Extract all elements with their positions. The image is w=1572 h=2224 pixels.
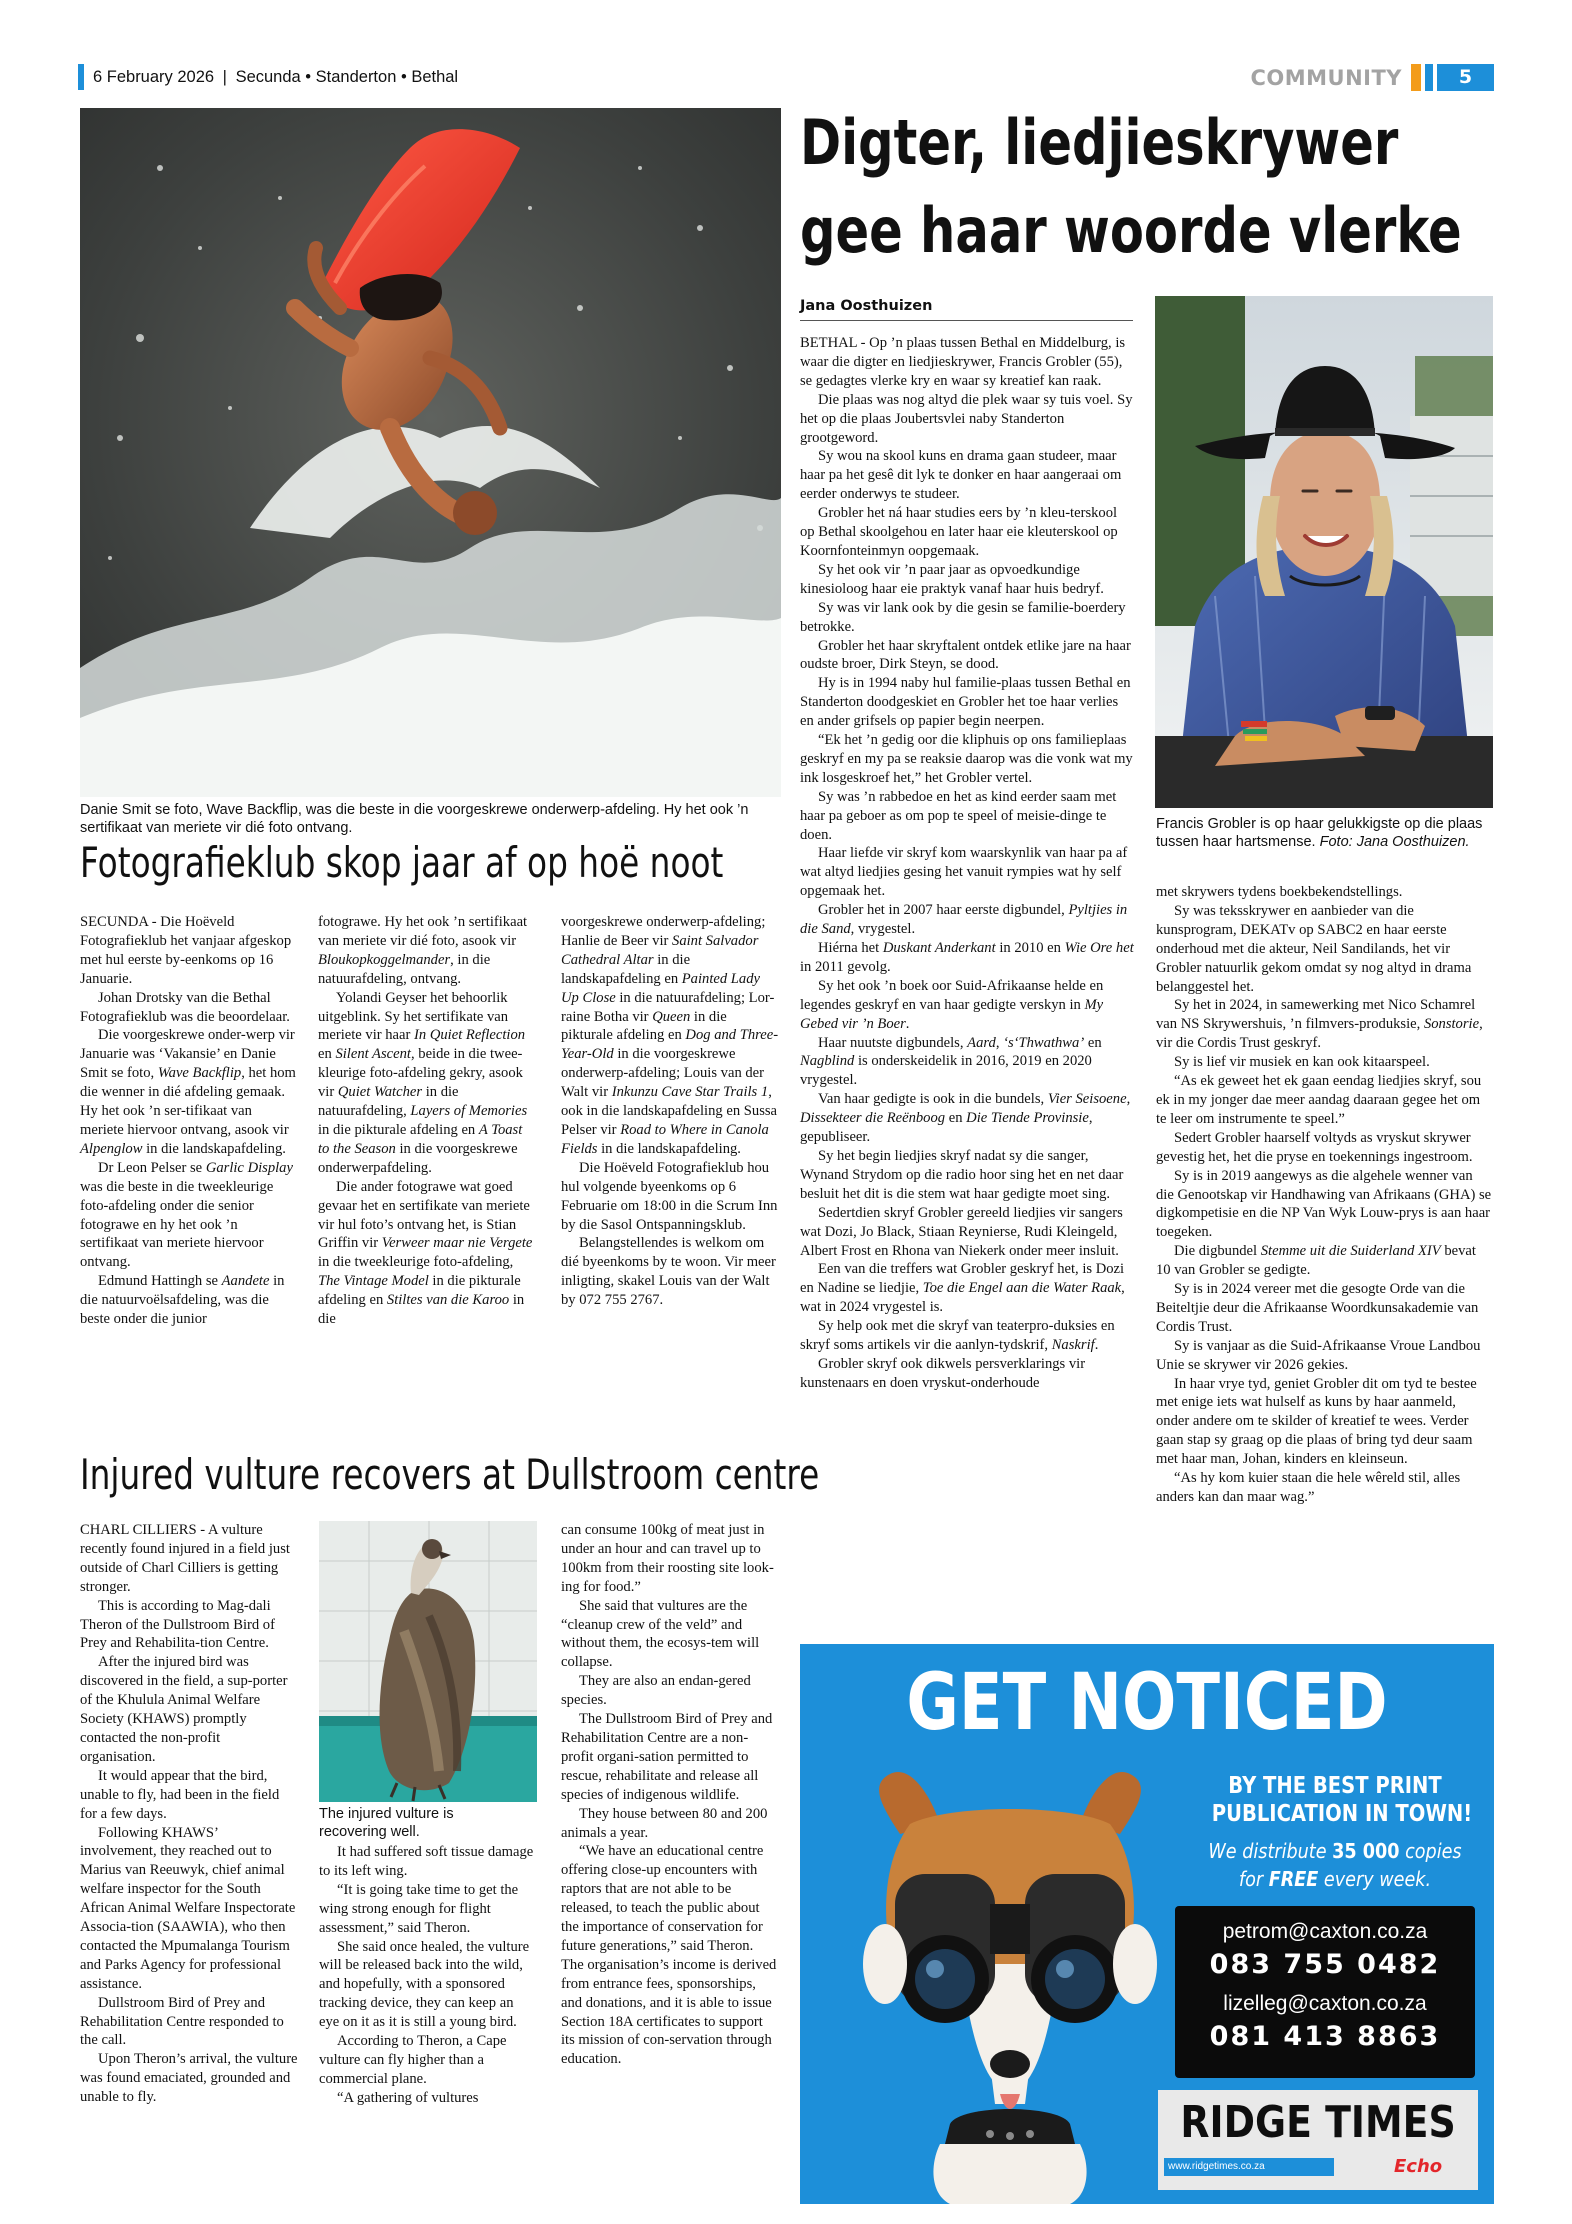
paragraph: She said that vultures are the “cleanup crew of the veld” and without them, the ecosys-tem will collapse. <box>561 1597 760 1671</box>
paragraph: Johan Drotsky van die Bethal Fotografieklub was die beoordelaar. <box>80 989 290 1025</box>
paragraph: They are also an endan-gered species. <box>561 1673 751 1709</box>
byline-rule <box>800 320 1133 321</box>
paragraph: Upon Theron’s arrival, the vulture was found emaciated, grounded and unable to fly. <box>80 2051 298 2106</box>
page-number: 5 <box>1458 66 1473 88</box>
vulture-photo-caption: The injured vulture is recovering well. <box>319 1806 454 1840</box>
paragraph: Sy is in 2019 aangewys as die algehele wenner van die Genootskap vir Handhawing van Afrikaans (GHA) se digkompetisie en die NP Van Wyk Louw-prys is aan haar toegeken. <box>1156 1167 1492 1241</box>
vulture-headline: Injured vulture recovers at Dullstroom centre <box>80 1450 820 1499</box>
header-separator: | <box>222 68 227 86</box>
issue-date: 6 February 2026 <box>93 68 215 86</box>
poet-column-1 <box>800 334 1135 1393</box>
header-date-line <box>93 65 458 89</box>
paragraph: Edmund Hattingh se Aandete in die natuurvoëlsafdeling, was die beste onder die junior <box>80 1273 285 1328</box>
advert-distribution-line-2 <box>1207 1866 1462 1892</box>
issue-region: Secunda • Standerton • Bethal <box>235 68 459 86</box>
advert-distribution-line-1 <box>1207 1838 1462 1864</box>
section-orange-block <box>1411 64 1421 91</box>
paragraph: Die Hoëveld Fotografieklub hou hul volgende byeenkoms op 6 Februarie om 18:00 in die Scrum Inn by die Sasol Ontspanningsklub. <box>561 1159 778 1233</box>
paragraph: Sy is in 2024 vereer met die gesogte Orde van die Beiteltjie deur die Afrikaanse Woordkunsakademie van Cordis Trust. <box>1156 1281 1479 1335</box>
advert-subtitle-line-1: BY THE BEST PRINT <box>1228 1773 1442 1799</box>
poet-portrait-photo <box>1155 296 1493 808</box>
surfer-photo-image <box>80 108 781 797</box>
paragraph: Sy wou na skool kuns en drama gaan studeer, maar haar pa het gesê dit lyk te donker en haar aangeraai om eerder onderwys te studeer. <box>800 448 1122 503</box>
poet-caption-credit: Foto: Jana Oosthuizen. <box>1319 834 1470 850</box>
paragraph: Sy het in 2024, in samewerking met Nico Schamrel van NS Skrywershuis, ’n filmvers-produksie, Sonstorie, vir die Cordis Trust geskryf. <box>1156 997 1483 1052</box>
vulture-column-3 <box>561 1521 779 2069</box>
paragraph: Grobler het ná haar studies eers by ’n kleu-terskool op Bethal skoolgehou en later haar eie kleuterskool op Koornfonteinmyn oopgemaak. <box>800 505 1118 559</box>
paragraph: CHARL CILLIERS - A vulture recently found injured in a field just outside of Charl Cilliers is getting stronger. <box>80 1522 290 1595</box>
distribution-text: copies <box>1399 1839 1462 1863</box>
advert-subtitle-line-2: PUBLICATION IN TOWN! <box>1211 1801 1473 1827</box>
paragraph: Sy het ook ’n boek oor Suid-Afrikaanse helde en legendes geskryf en van haar gedigte verskyn in My Gebed vir ’n Boer. <box>800 977 1104 1032</box>
paragraph: met skrywers tydens boekbekendstellings. <box>1156 884 1403 900</box>
paragraph: Sy help ook met die skryf van teaterpro-duksies en skryf soms artikels vir die aanlyn-tydskrif, Naskrif. <box>800 1318 1115 1354</box>
paragraph: Sy is vanjaar as die Suid-Afrikaanse Vroue Landbou Unie se skrywer vir 2026 gekies. <box>1156 1337 1481 1373</box>
distribution-copies-count: 35 000 <box>1332 1839 1400 1863</box>
distribution-text: every week. <box>1318 1867 1432 1891</box>
paragraph: Grobler het in 2007 haar eerste digbundel, Pyltjies in die Sand, vrygestel. <box>800 902 1128 938</box>
paragraph: She said once healed, the vulture will be released back into the wild, and hopefully, with a sponsored tracking device, they can keep an eye on it as it is still a young bird. <box>319 1938 530 2031</box>
page-number-box <box>1437 64 1494 91</box>
paragraph: Van haar gedigte is ook in die bundels, Vier Seisoene, Dissekteer die Reënboog en Die Tiende Provinsie, gepubliseer. <box>800 1091 1131 1146</box>
paragraph: SECUNDA - Die Hoëveld Fotografieklub het vanjaar afgeskop met hul eerste by-eenkoms op 16 Januarie. <box>80 914 292 987</box>
website-link[interactable]: www.ridgetimes.co.za <box>1168 2161 1265 2172</box>
paragraph: Die ander fotograwe wat goed gevaar het en sertifikate van meriete vir hul foto’s ontvang het, is Stian Griffin vir Verweer maar nie Vergete in die tweekleurige foto-afdeling, The Vintage Model in die pikturale afdeling en Stiltes van die Karoo in die <box>318 1178 533 1328</box>
paragraph: Following KHAWS’ involvement, they reached out to Marius van Reeuwyk, chief animal welfare inspector for the South African Animal Welfare Inspectorate Associa-tion (SAAWIA), who then contacted the Mpumalanga Tourism and Parks Agency for professional assistance. <box>80 1824 296 1992</box>
paragraph: Sy was teksskrywer en aanbieder van die kunsprogram, DEKATv op SABC2 en haar eerste onderhoud met die akteur, Neil Sandilands, het vir Grobler natuurlik gekom omdat sy nog altyd in drama belanggestel het. <box>1156 902 1472 995</box>
distribution-free: FREE <box>1268 1867 1319 1891</box>
vulture-photo <box>319 1521 537 1802</box>
photo-club-column-3 <box>561 913 779 1310</box>
poet-column-2 <box>1156 883 1492 1507</box>
paragraph: Hy is in 1994 naby hul familie-plaas tussen Bethal en Standerton doodgeskiet en Grobler het toe haar verlies en ander grifsels op papier begin neerpen. <box>800 675 1131 730</box>
paragraph: After the injured bird was discovered in the field, a sup-porter of the Khulula Animal Welfare Society (KHAWS) promptly contacted the non-profit organisation. <box>80 1654 288 1765</box>
paragraph: Sy het ook vir ’n paar jaar as opvoedkundige kinesioloog haar eie praktyk vanaf haar huis bedryf. <box>800 561 1104 597</box>
paragraph: “It is going take time to get the wing strong enough for flight assessment,” said Theron. <box>319 1881 519 1936</box>
paragraph: BETHAL - Op ’n plaas tussen Bethal en Middelburg, is waar die digter en liedjieskrywer, Francis Grobler (55), se gedagtes vlerke kry en waar sy kreatief kan raak. <box>800 335 1126 389</box>
paragraph: Die digbundel Stemme uit die Suiderland XIV bevat 10 van Grobler se gedigte. <box>1156 1243 1476 1279</box>
vulture-column-2 <box>319 1843 537 2108</box>
echo-logo: Echo <box>1394 2156 1443 2177</box>
paragraph: Die voorgeskrewe onder-werp vir Januarie was ‘Vakansie’ en Danie Smit se foto, Wave Backflip, het hom die wenner in dié afdeling gemaak. Hy het ook ’n ser-tifikaat van meriete hiervoor ontvang, asook vir Alpenglow in die landskapafdeling. <box>80 1027 296 1157</box>
paragraph: Sy was ’n rabbedoe en het as kind eerder saam met haar pa geboer as om pop te speel of meisie-dinge te doen. <box>800 788 1117 843</box>
paragraph: Dullstroom Bird of Prey and Rehabilitation Centre responded to the call. <box>80 1994 284 2049</box>
photo-club-headline: Fotografieklub skop jaar af op hoë noot <box>80 838 724 887</box>
paragraph: Sedertdien skryf Grobler gereeld liedjies vir sangers wat Dozi, Jo Black, Stiaan Reynierse, Rudi Kleingeld, Albert Frost en Rhona van Niekerk onder meer insluit. <box>800 1204 1123 1259</box>
paragraph: It would appear that the bird, unable to fly, had been in the field for a few days. <box>80 1767 280 1822</box>
poet-byline: Jana Oosthuizen <box>800 298 933 314</box>
vulture-column-1 <box>80 1521 298 2107</box>
photo-club-column-1 <box>80 913 298 1329</box>
paragraph: This is according to Mag-dali Theron of the Dullstroom Bird of Prey and Rehabilita-tion Centre. <box>80 1597 275 1652</box>
website-bar <box>1164 2158 1334 2176</box>
paragraph: Sy het begin liedjies skryf nadat sy die sanger, Wynand Strydom op die radio hoor sing het en net daar besluit het dit is die stem wat haar gedigte moet sing. <box>800 1147 1124 1202</box>
paragraph: Sy is lief vir musiek en kan ook kitaarspeel. <box>1174 1054 1430 1071</box>
contact-phone-1: 083 755 0482 <box>1209 1949 1441 1980</box>
paragraph: Grobler het haar skryftalent ontdek etlike jare na haar oudste broer, Dirk Steyn, se dood. <box>800 637 1131 673</box>
paragraph: “As ek geweet het ek gaan eendag liedjies skryf, sou ek in my jonger dae meer aandag daaraan gegee het om te leer om instrumente te speel.” <box>1156 1073 1482 1127</box>
advert-box <box>800 1644 1494 2204</box>
section-label: COMMUNITY <box>1250 66 1402 90</box>
poet-portrait-image <box>1155 296 1493 808</box>
paragraph: They house between 80 and 200 animals a year. <box>561 1805 768 1841</box>
poet-headline-line-1: Digter, liedjieskrywer <box>800 106 1399 179</box>
paragraph: “A gathering of vultures <box>337 2089 479 2106</box>
dog-binoculars-illustration <box>840 1764 1180 2204</box>
paragraph: “As hy kom kuier staan die hele wêreld stil, alles anders kan dan maar wag.” <box>1156 1470 1461 1505</box>
paragraph: In haar vrye tyd, geniet Grobler dit om tyd te bestee met enige iets wat hulself as kuns by haar aanmeld, onder andere om te skilder of kreatief te wees. Verder gaan stap sy graag op die plaas of bring tyd deur saam met haar man, Johan, kinders en kleinseun. <box>1156 1375 1477 1468</box>
paragraph: Sy was vir lank ook by die gesin se familie-boerdery betrokke. <box>800 599 1126 635</box>
photo-club-column-2 <box>318 913 534 1329</box>
contact-email-2: lizelleg@caxton.co.za <box>1223 1992 1427 2015</box>
paragraph: Yolandi Geyser het behoorlik uitgeblink. Sy het sertifikate van meriete vir haar In Quiet Reflection en Silent Ascent, beide in die twee-kleurige foto-afdeling gekry, asook vir Quiet Watcher in die natuurafdeling, Layers of Memories in die pikturale afdeling en A Toast to the Season in die voorgeskrewe onderwerpafdeling. <box>318 989 528 1176</box>
paragraph: Dr Leon Pelser se Garlic Display was die beste in die tweekleurige foto-afdeling onder die senior fotograwe en hy het ook ’n sertifikaat van meriete hiervoor ontvang. <box>80 1159 293 1271</box>
paragraph: The Dullstroom Bird of Prey and Rehabilitation Centre are a non-profit organi-sation permitted to rescue, rehabilitate and release all species of indigenous wildlife. <box>561 1711 773 1803</box>
paragraph: It had suffered soft tissue damage to its left wing. <box>319 1844 534 1879</box>
paragraph: voorgeskrewe onderwerp-afdeling; Hanlie de Beer vir Saint Salvador Cathedral Altar in die landskapafdeling en Painted Lady Up Close in die natuurafdeling; Lor-raine Botha vir Queen in die pikturale afdeling en Dog and Three-Year-Old in die voorgeskrewe onderwerp-afdeling; Louis van der Walt vir Inkunzu Cave Star Trails 1, ook in die landskapafdeling en Sussa Pelser vir Road to Where in Canola Fields in die landskapafdeling. <box>561 914 779 1157</box>
paragraph: Haar nuutste digbundels, Aard, ‘s‘Thwathwa’ en Nagblind is onderskeidelik in 2016, 2019 en 2020 vrygestel. <box>800 1034 1102 1089</box>
paragraph: “We have an educational centre offering close-up encounters with raptors that are not able to be released, to teach the public about the importance of conservation for future generations,” said Theron. The organisation’s income is derived from entrance fees, sponsorships, and donations, and it is able to issue Section 18A certificates to support its mission of con-servation through education. <box>561 1843 777 2068</box>
poet-headline-line-2: gee haar woorde vlerke <box>800 194 1462 267</box>
paragraph: Hiérna het Duskant Anderkant in 2010 en Wie Ore het in 2011 gevolg. <box>800 940 1134 975</box>
distribution-text: for <box>1238 1867 1269 1891</box>
paragraph: Belangstellendes is welkom om dié byeenkoms by te woon. Vir meer inligting, skakel Louis van der Walt by 072 755 2767. <box>561 1235 776 1309</box>
paragraph: Haar liefde vir skryf kom waarskynlik van haar pa af wat altyd liedjies gesing het vanuit rympies wat hy self opgemaak het. <box>800 845 1128 900</box>
header-left-bar <box>78 64 84 90</box>
section-blue-block <box>1425 64 1433 91</box>
surfer-photo-caption: Danie Smit se foto, Wave Backflip, was die beste in die voorgeskrewe onderwerp-afdeling. Hy het ook ’n sertifikaat van meriete vir dié foto ontvang. <box>80 802 749 836</box>
paragraph: Die plaas was nog altyd die plek waar sy tuis voel. Sy het op die plaas Joubertsvlei naby Standerton grootgeword. <box>800 391 1133 446</box>
paragraph: Sedert Grobler haarself voltyds as vryskut skrywer gevestig het, het die pryse en toekennings ingestroom. <box>1156 1129 1473 1165</box>
contact-email-1: petrom@caxton.co.za <box>1222 1920 1428 1943</box>
ridge-times-logo-panel <box>1158 2090 1478 2190</box>
poet-caption-text: Francis Grobler is op haar gelukkigste op die plaas tussen haar hartsmense. <box>1156 816 1483 850</box>
paragraph: According to Theron, a Cape vulture can fly higher than a commercial plane. <box>319 2033 507 2087</box>
paragraph: can consume 100kg of meat just in under an hour and can travel up to 100km from their roosting site look-ing for food.” <box>561 1522 774 1595</box>
distribution-text: We distribute <box>1208 1839 1333 1863</box>
advert-title: GET NOTICED <box>906 1658 1388 1748</box>
paragraph: Een van die treffers wat Grobler geskryf het, is Dozi en Nadine se liedjie, Toe die Engel aan die Water Raak, wat in 2024 vrygestel is. <box>800 1261 1125 1316</box>
paragraph: Grobler skryf ook dikwels persverklarings vir kunstenaars en doen vryskut-onderhoude <box>800 1355 1086 1391</box>
poet-photo-caption <box>1156 815 1494 851</box>
brand-logo: RIDGE TIMES <box>1180 2097 1456 2148</box>
paragraph: “Ek het ’n gedig oor die kliphuis op ons familieplaas geskryf en my pa se reaksie daarop was die vonk wat my ink losgeskroef het,” het Grobler vertel. <box>800 732 1133 786</box>
surfer-photo <box>80 108 781 797</box>
vulture-photo-image <box>319 1521 537 1802</box>
contact-phone-2: 081 413 8863 <box>1209 2021 1441 2052</box>
paragraph: fotograwe. Hy het ook ’n sertifikaat van meriete vir dié foto, asook vir Bloukopkoggelmander, in die natuurafdeling, ontvang. <box>318 914 528 987</box>
advert-contact-panel <box>1175 1906 1475 2078</box>
